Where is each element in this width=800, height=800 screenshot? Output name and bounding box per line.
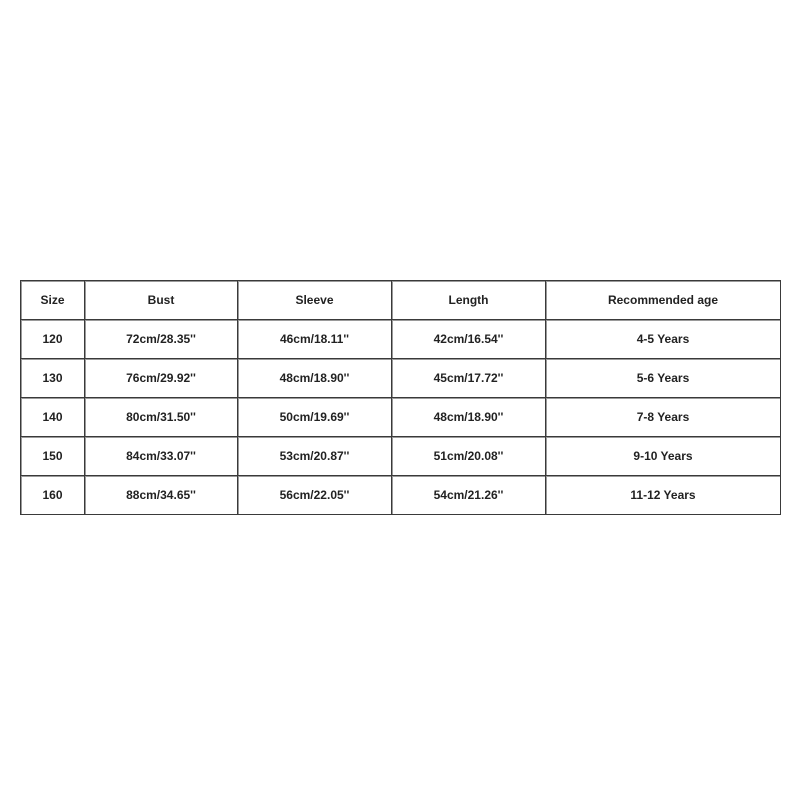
cell-length: 45cm/17.72'' — [392, 359, 546, 398]
cell-length: 42cm/16.54'' — [392, 320, 546, 359]
table-row — [21, 320, 781, 359]
cell-size: 120 — [21, 320, 85, 359]
cell-recommended-age: 5-6 Years — [546, 359, 781, 398]
cell-size: 160 — [21, 476, 85, 515]
cell-bust: 72cm/28.35'' — [85, 320, 238, 359]
cell-recommended-age: 9-10 Years — [546, 437, 781, 476]
header-sleeve: Sleeve — [238, 281, 392, 320]
header-recommended-age: Recommended age — [546, 281, 781, 320]
header-length: Length — [392, 281, 546, 320]
size-chart-table — [20, 280, 781, 515]
cell-recommended-age: 4-5 Years — [546, 320, 781, 359]
cell-recommended-age: 11-12 Years — [546, 476, 781, 515]
cell-sleeve: 56cm/22.05'' — [238, 476, 392, 515]
cell-length: 54cm/21.26'' — [392, 476, 546, 515]
header-bust: Bust — [85, 281, 238, 320]
cell-sleeve: 50cm/19.69'' — [238, 398, 392, 437]
table-row — [21, 359, 781, 398]
cell-recommended-age: 7-8 Years — [546, 398, 781, 437]
cell-bust: 80cm/31.50'' — [85, 398, 238, 437]
cell-sleeve: 48cm/18.90'' — [238, 359, 392, 398]
cell-bust: 84cm/33.07'' — [85, 437, 238, 476]
cell-size: 150 — [21, 437, 85, 476]
cell-bust: 76cm/29.92'' — [85, 359, 238, 398]
table-row — [21, 437, 781, 476]
table-header-row — [21, 281, 781, 320]
cell-length: 51cm/20.08'' — [392, 437, 546, 476]
cell-sleeve: 53cm/20.87'' — [238, 437, 392, 476]
table-row — [21, 476, 781, 515]
cell-length: 48cm/18.90'' — [392, 398, 546, 437]
cell-size: 140 — [21, 398, 85, 437]
cell-size: 130 — [21, 359, 85, 398]
cell-sleeve: 46cm/18.11'' — [238, 320, 392, 359]
table-row — [21, 398, 781, 437]
header-size: Size — [21, 281, 85, 320]
cell-bust: 88cm/34.65'' — [85, 476, 238, 515]
